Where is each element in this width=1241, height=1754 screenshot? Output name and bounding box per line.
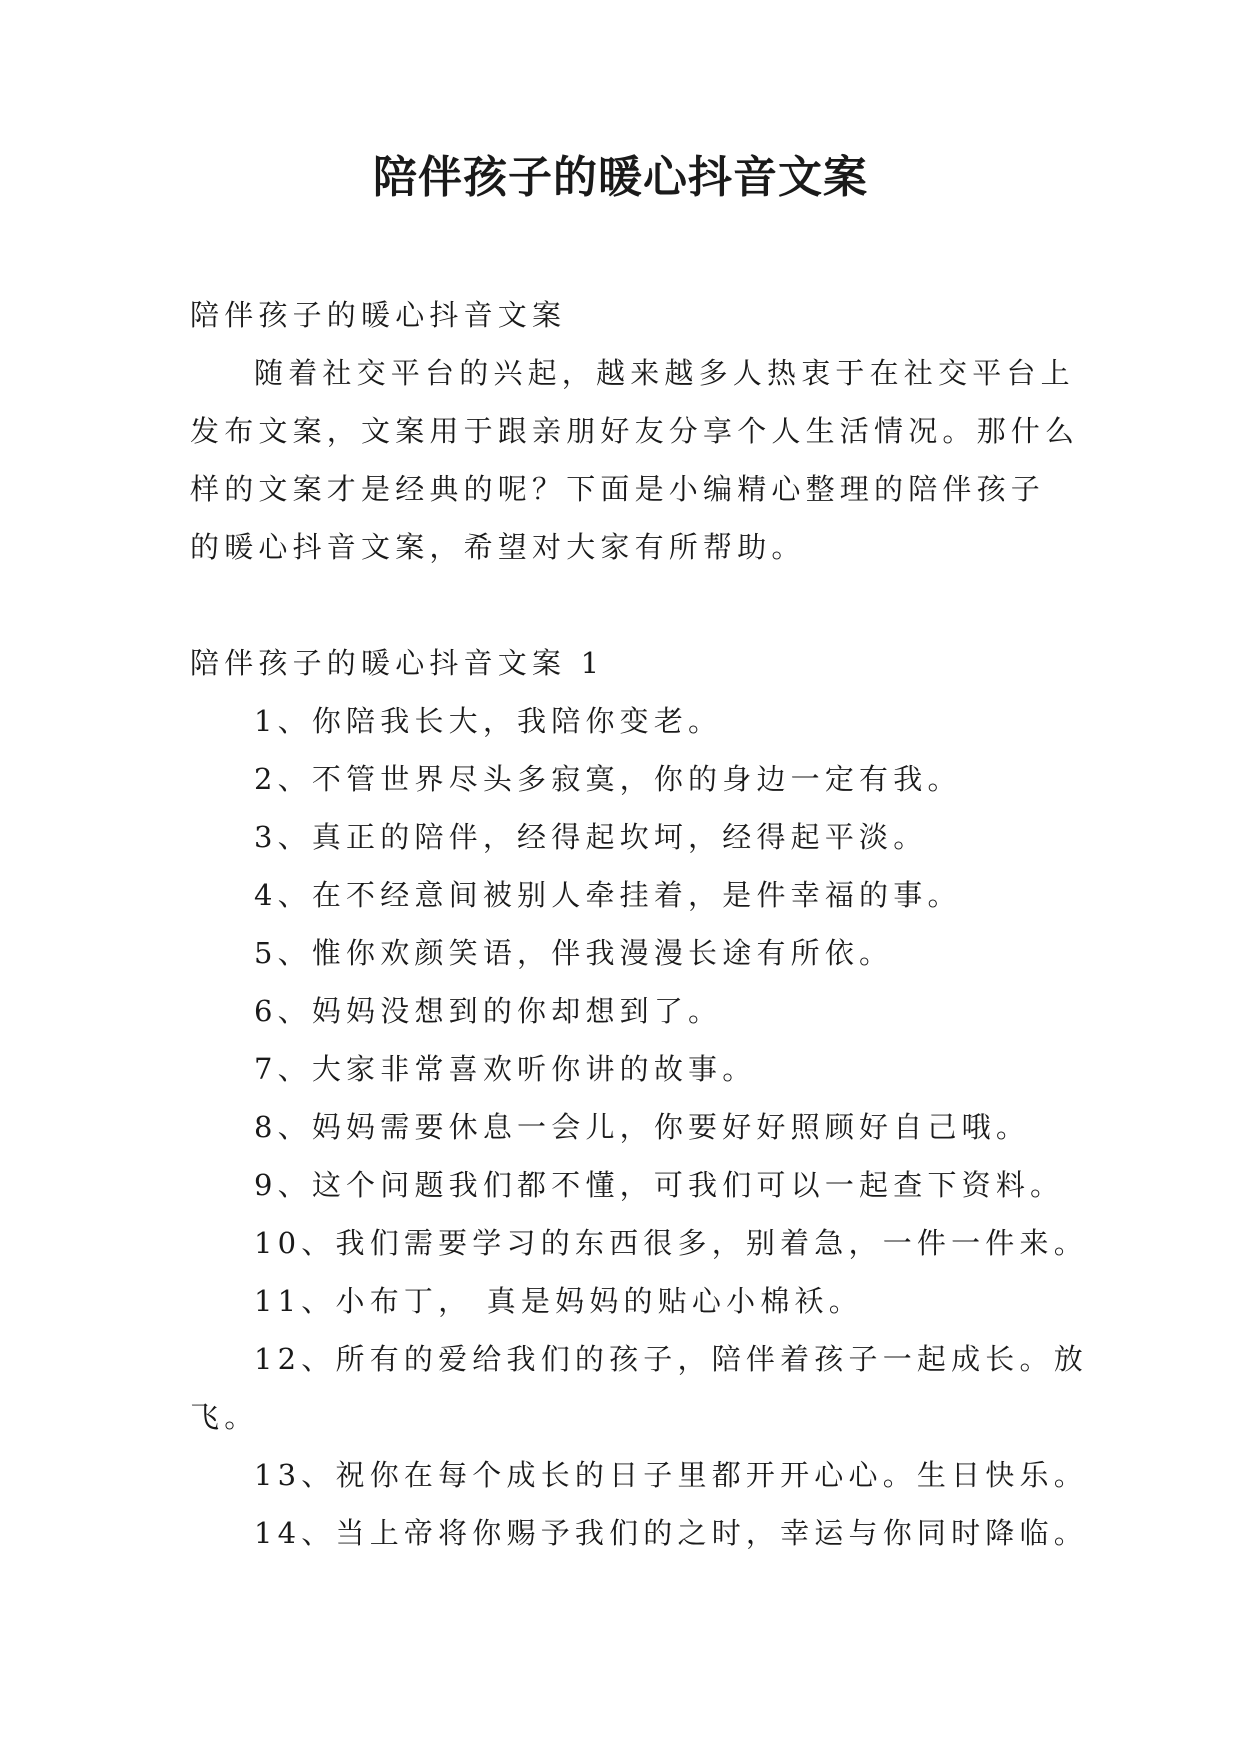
- list-item: 6、妈妈没想到的你却想到了。: [254, 994, 723, 1028]
- intro-line: 发布文案，文案用于跟亲朋好友分享个人生活情况。那什么: [190, 414, 1080, 448]
- list-item: 2、不管世界尽头多寂寞，你的身边一定有我。: [254, 762, 962, 796]
- list-item: 7、大家非常喜欢听你讲的故事。: [254, 1052, 757, 1086]
- intro-line: 的暖心抖音文案，希望对大家有所帮助。: [190, 530, 806, 564]
- list-item: 4、在不经意间被别人牵挂着，是件幸福的事。: [254, 878, 962, 912]
- list-item: 1、你陪我长大，我陪你变老。: [254, 704, 723, 738]
- list-item: 14、当上帝将你赐予我们的之时，幸运与你同时降临。: [254, 1516, 1088, 1550]
- list-item-continuation: 飞。: [190, 1400, 259, 1434]
- list-item: 13、祝你在每个成长的日子里都开开心心。生日快乐。: [254, 1458, 1088, 1492]
- intro-line: 样的文案才是经典的呢？下面是小编精心整理的陪伴孩子: [190, 472, 1046, 506]
- intro-line: 随着社交平台的兴起，越来越多人热衷于在社交平台上: [254, 356, 1075, 390]
- subtitle: 陪伴孩子的暖心抖音文案: [190, 298, 567, 332]
- document-title: 陪伴孩子的暖心抖音文案: [373, 152, 868, 203]
- list-item: 3、真正的陪伴，经得起坎坷，经得起平淡。: [254, 820, 928, 854]
- list-item: 9、这个问题我们都不懂，可我们可以一起查下资料。: [254, 1168, 1065, 1202]
- section-heading: 陪伴孩子的暖心抖音文案 1: [190, 646, 605, 680]
- list-item: 8、妈妈需要休息一会儿，你要好好照顾好自己哦。: [254, 1110, 1031, 1144]
- list-item: 5、惟你欢颜笑语，伴我漫漫长途有所依。: [254, 936, 894, 970]
- list-item: 11、小布丁， 真是妈妈的贴心小棉袄。: [254, 1284, 863, 1318]
- document-body: [190, 286, 1088, 1562]
- paragraph-gap: [190, 576, 1070, 634]
- list-item: 10、我们需要学习的东西很多，别着急，一件一件来。: [254, 1226, 1088, 1260]
- list-item: 12、所有的爱给我们的孩子，陪伴着孩子一起成长。放: [254, 1342, 1088, 1376]
